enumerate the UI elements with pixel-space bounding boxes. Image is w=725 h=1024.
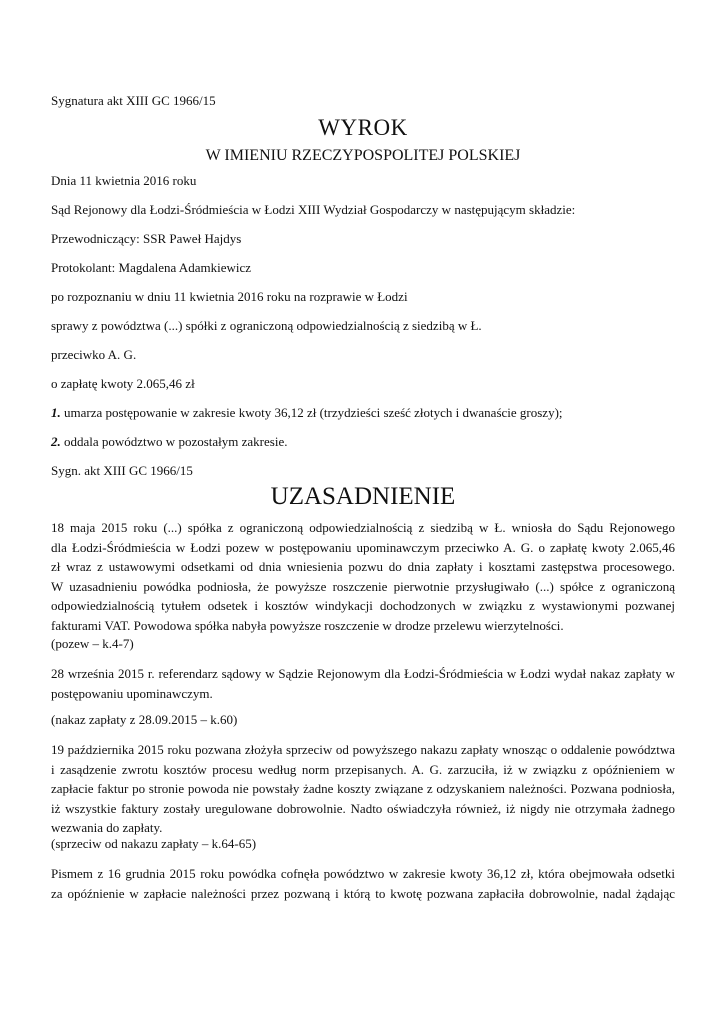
paragraph-line: W uzasadnieniu powódka podniosła, że powyższe roszczenie pierwotnie przysługiwało (...) spółce z ograniczoną	[51, 578, 675, 594]
paragraph-line: dla Łodzi-Śródmieścia w Łodzi pozew w postępowaniu upominawczym przeciwko A. G. o zapłatę kwoty 2.065,46	[51, 539, 675, 555]
justification-paragraph	[51, 518, 675, 636]
court-name: Sąd Rejonowy dla Łodzi-Śródmieścia w Łodzi XIII Wydział Gospodarczy w następującym składzie:	[51, 202, 576, 217]
verdict-subtitle: W IMIENIU RZECZYPOSPOLITEJ POLSKIEJ	[205, 147, 521, 164]
paragraph-line: fakturami VAT. Powodowa spółka nabyła powyższe roszczenie w drodze przelewu wierzytelności.	[51, 617, 564, 633]
paragraph-line: i zasądzenie zwrotu kosztów procesu według norm przepisanych. A. G. zarzuciła, iż w związku z opóźnieniem w	[51, 761, 675, 777]
justification-paragraph	[51, 864, 675, 903]
case-signature: Sygnatura akt XIII GC 1966/15	[51, 93, 216, 108]
presiding-judge: Przewodniczący: SSR Paweł Hajdys	[51, 231, 242, 246]
ruling-item	[51, 434, 287, 450]
paragraph-line: 28 września 2015 r. referendarz sądowy w Sądzie Rejonowym dla Łodzi-Śródmieścia w Łodzi wydał nakaz zapłaty w	[51, 666, 675, 681]
ruling-text: umarza postępowanie w zakresie kwoty 36,12 zł (trzydzieści sześć złotych i dwanaście groszy);	[60, 405, 563, 420]
justification-signature: Sygn. akt XIII GC 1966/15	[51, 463, 193, 478]
court-clerk: Protokolant: Magdalena Adamkiewicz	[51, 260, 252, 275]
evidence-reference: (nakaz zapłaty z 28.09.2015 – k.60)	[51, 712, 238, 727]
paragraph-line: iż wszystkie faktury zostały uregulowane dobrowolnie. Nadto oświadczyła również, iż nigdy nie otrzymała żadnego	[51, 800, 675, 816]
paragraph-line: postępowaniu upominawczym.	[51, 685, 213, 701]
paragraph-line: zapłacie faktur po stronie powoda nie powstały żadne koszty związane z odzyskaniem należności. Pozwana podniosła,	[51, 781, 675, 797]
ruling-text: oddala powództwo w pozostałym zakresie.	[60, 434, 288, 449]
justification-paragraph	[51, 664, 675, 703]
verdict-title: WYROK	[318, 115, 408, 140]
ruling-item	[51, 405, 563, 421]
paragraph-line: odpowiedzialnością tytułem odsetek i kosztów windykacji dochodzonych w związku z wystawionymi pozwanej	[51, 598, 675, 614]
justification-paragraph	[51, 740, 675, 838]
paragraph-line: 19 października 2015 roku pozwana złożyła sprzeciw od powyższego nakazu zapłaty wnosząc o oddalenie powództwa	[51, 742, 675, 757]
paragraph-line: za opóźnienie w zapłacie należności przez pozwaną i którą to kwotę pozwana zapłaciła dobrowolnie, nadal żądając	[51, 885, 675, 901]
evidence-reference: (sprzeciw od nakazu zapłaty – k.64-65)	[51, 836, 257, 851]
case-subject: o zapłatę kwoty 2.065,46 zł	[51, 376, 195, 391]
paragraph-line: zł wraz z ustawowymi odsetkami od dnia wniesienia pozwu do dnia zapłaty i kosztami zastępstwa procesowego.	[51, 559, 675, 575]
case-plaintiff: sprawy z powództwa (...) spółki z ograniczoną odpowiedzialnością z siedzibą w Ł.	[51, 318, 482, 333]
evidence-reference: (pozew – k.4-7)	[51, 636, 134, 651]
ruling-number: 1.	[51, 405, 61, 420]
justification-heading: UZASADNIENIE	[270, 483, 456, 510]
ruling-number: 2.	[51, 434, 61, 449]
paragraph-line: 18 maja 2015 roku (...) spółka z ograniczoną odpowiedzialnością z siedzibą w Ł. wniosła do Sądu Rejonowego	[51, 520, 675, 535]
verdict-date: Dnia 11 kwietnia 2016 roku	[51, 173, 197, 188]
hearing-info: po rozpoznaniu w dniu 11 kwietnia 2016 roku na rozprawie w Łodzi	[51, 289, 408, 304]
paragraph-line: wezwania do zapłaty.	[51, 820, 163, 836]
case-defendant: przeciwko A. G.	[51, 347, 137, 362]
paragraph-line: Pismem z 16 grudnia 2015 roku powódka cofnęła powództwo w zakresie kwoty 36,12 zł, która obejmowała odsetki	[51, 866, 675, 881]
